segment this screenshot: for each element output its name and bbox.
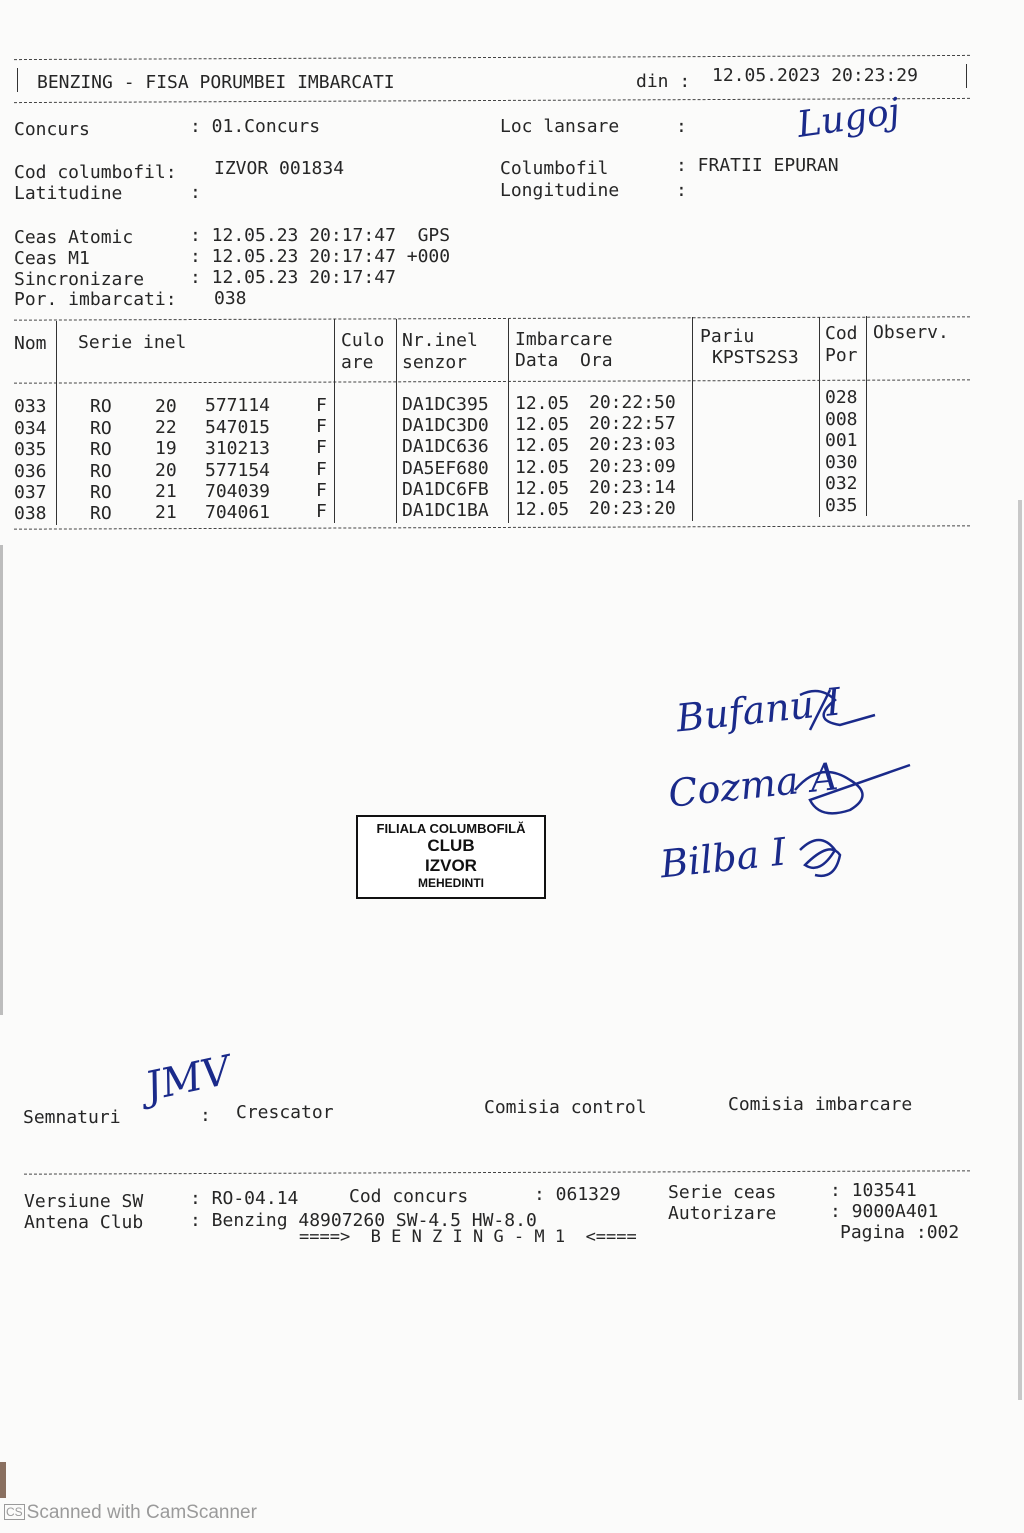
cell-senzor: DA5EF680 [402,458,489,479]
cell-nr: 704061 [205,502,271,523]
cell-nr: 310213 [205,438,271,459]
autorizare-value: : 9000A401 [830,1201,939,1222]
loc-lansare-sep: : [676,116,687,137]
col-divider [508,319,509,523]
col-header-serie: Serie inel [78,332,187,353]
col-divider [866,316,867,516]
handwritten-signature-3: Bilba I [658,829,789,887]
cell-sex: F [316,437,327,458]
latitudine-label: Latitudine [14,183,123,204]
cell-cod: 028 [825,387,858,408]
cell-an: 19 [155,438,177,459]
serie-ceas-value: : 103541 [830,1180,917,1201]
col-divider [334,319,335,523]
crescator-label: Crescator [236,1102,334,1123]
ceas-m1-label: Ceas M1 [14,248,90,269]
cod-concurs-value: : 061329 [534,1184,621,1205]
cell-cod: 008 [825,409,858,430]
cell-nr: 577154 [205,460,271,481]
versiune-label: Versiune SW [24,1191,144,1212]
col-header-cod-2: Por [825,345,858,366]
club-stamp [356,815,546,899]
scan-edge-left [0,545,3,1015]
comisia-imbarcare-label: Comisia imbarcare [728,1094,913,1115]
camscanner-logo-icon: CS [6,1505,23,1519]
cod-columbofil-label: Cod columbofil: [14,162,177,183]
cell-data: 12.05 [515,499,570,520]
camscanner-text: Scanned with CamScanner [26,1502,257,1523]
longitudine-label: Longitudine [500,180,620,201]
cell-data: 12.05 [515,435,570,456]
col-divider [56,321,57,525]
cell-senzor: DA1DC6FB [402,479,489,500]
cell-tara: RO [90,482,112,503]
scan-edge-right [1018,500,1022,1400]
cell-an: 21 [155,502,177,523]
col-header-nr-inel-2: senzor [402,352,468,373]
semnaturi-label: Semnaturi [23,1107,121,1128]
cell-nom: 036 [14,461,47,482]
col-header-pariu-2: KPSTS2S3 [712,347,799,368]
columbofil-value: : FRATII EPURAN [676,155,839,176]
cell-an: 20 [155,396,177,417]
cell-an: 20 [155,460,177,481]
concurs-value: : 01.Concurs [190,116,321,137]
stamp-line-2: CLUB [427,836,475,855]
header-left-border [17,68,18,92]
cell-an: 21 [155,481,177,502]
scan-mark-bottom-left [0,1462,6,1498]
cell-sex: F [316,395,327,416]
cell-data: 12.05 [515,457,570,478]
cell-cod: 035 [825,495,858,516]
footer-rule [24,1170,970,1174]
cod-columbofil-value: IZVOR 001834 [214,158,345,179]
signature-scribbles-icon [780,680,920,890]
cell-tara: RO [90,418,112,439]
columbofil-label: Columbofil [500,158,609,179]
col-divider [396,319,397,523]
col-header-observ: Observ. [873,322,949,343]
col-header-nr-inel-1: Nr.inel [402,330,478,351]
cell-nr: 577114 [205,395,271,416]
date-label: din : [636,71,691,92]
handwritten-signature-1: Bufanu I [674,679,844,741]
cell-an: 22 [155,417,177,438]
cell-ora: 20:23:09 [589,456,676,477]
table-header-rule [14,379,970,383]
stamp-line-3: IZVOR [425,856,477,875]
col-header-imbarcare-2: Data Ora [515,350,613,371]
cell-nr: 704039 [205,481,271,502]
por-imbarcati-value: 038 [214,288,247,309]
cell-nom: 033 [14,396,47,417]
semnaturi-handwritten: JMV [141,1047,235,1111]
longitudine-sep: : [676,180,687,201]
col-header-imbarcare-1: Imbarcare [515,329,613,350]
cell-ora: 20:22:57 [589,413,676,434]
cell-tara: RO [90,396,112,417]
camscanner-watermark [4,1502,257,1524]
cell-sex: F [316,459,327,480]
cell-data: 12.05 [515,414,570,435]
date-value: 12.05.2023 20:23:29 [712,65,918,86]
serie-ceas-label: Serie ceas [668,1182,777,1203]
cell-sex: F [316,501,327,522]
cell-cod: 032 [825,473,858,494]
col-header-culoare-1: Culo [341,330,385,351]
autorizare-label: Autorizare [668,1203,777,1224]
col-header-pariu-1: Pariu [700,326,755,347]
sincronizare-label: Sincronizare [14,269,145,290]
antena-label: Antena Club [24,1212,144,1233]
cell-senzor: DA1DC3D0 [402,415,489,436]
cell-sex: F [316,480,327,501]
cell-ora: 20:22:50 [589,392,676,413]
cell-tara: RO [90,461,112,482]
pagina-label: Pagina :002 [840,1222,960,1243]
col-divider [819,317,820,517]
brand-banner: ====> B E N Z I N G - M 1 <==== [299,1227,637,1247]
semnaturi-sep: : [200,1105,211,1126]
cell-ora: 20:23:20 [589,498,676,519]
cell-senzor: DA1DC636 [402,436,489,457]
cell-tara: RO [90,503,112,524]
table-top-rule [14,316,970,320]
cell-cod: 001 [825,430,858,451]
ceas-m1-value: : 12.05.23 20:17:47 +000 [190,246,451,267]
comisia-control-label: Comisia control [484,1097,647,1118]
cell-cod: 030 [825,452,858,473]
col-header-cod-1: Cod [825,323,858,344]
cell-sex: F [316,416,327,437]
cell-data: 12.05 [515,478,570,499]
stamp-line-4: MEHEDINTI [418,876,484,890]
table-bottom-rule [14,525,970,529]
concurs-label: Concurs [14,119,90,140]
loc-lansare-handwritten: Lugoj [794,91,903,146]
por-imbarcati-label: Por. imbarcati: [14,289,177,310]
cell-ora: 20:23:14 [589,477,676,498]
cell-nom: 034 [14,418,47,439]
cell-senzor: DA1DC395 [402,394,489,415]
header-top-rule [14,55,970,60]
header-right-border [966,64,967,88]
cell-nr: 547015 [205,417,271,438]
stamp-line-1: FILIALA COLUMBOFILĂ [376,821,526,836]
cell-ora: 20:23:03 [589,434,676,455]
col-divider [692,317,693,521]
handwritten-signature-2: Cozma A [666,754,841,816]
ceas-atomic-label: Ceas Atomic [14,227,134,248]
col-header-nom: Nom [14,333,47,354]
ceas-atomic-value: : 12.05.23 20:17:47 GPS [190,225,451,246]
cell-nom: 037 [14,482,47,503]
cell-nom: 035 [14,439,47,460]
cell-senzor: DA1DC1BA [402,500,489,521]
cell-tara: RO [90,439,112,460]
sincronizare-value: : 12.05.23 20:17:47 [190,267,396,288]
cell-nom: 038 [14,503,47,524]
loc-lansare-label: Loc lansare [500,116,620,137]
latitudine-sep: : [190,182,201,203]
antena-value: : Benzing 48907260 SW-4.5 HW-8.0 [190,1210,537,1231]
cell-data: 12.05 [515,393,570,414]
document-title: BENZING - FISA PORUMBEI IMBARCATI [37,72,395,93]
cod-concurs-label: Cod concurs [349,1186,469,1207]
col-header-culoare-2: are [341,352,374,373]
versiune-value: : RO-04.14 [190,1188,299,1209]
